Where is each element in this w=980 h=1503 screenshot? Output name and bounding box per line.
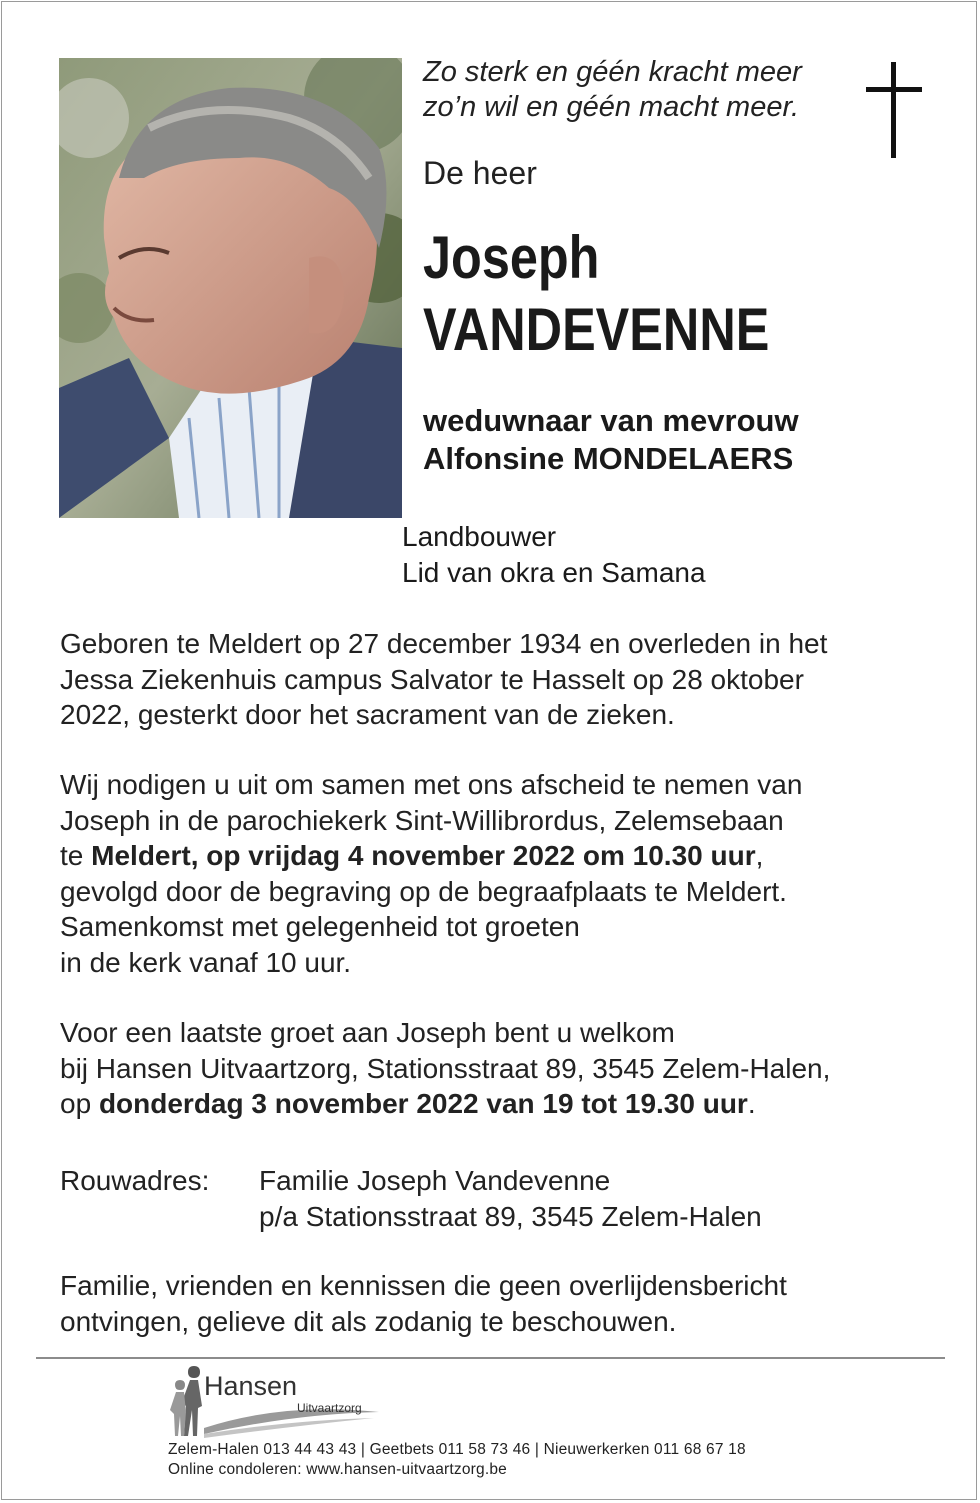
text-fragment: , (755, 840, 764, 871)
birth-death-paragraph (60, 626, 827, 733)
paragraph-line: Geboren te Meldert op 27 december 1934 en overleden in het (60, 628, 828, 659)
deceased-name (423, 222, 769, 366)
portrait-photo (59, 58, 402, 518)
paragraph-line (60, 1086, 830, 1122)
paragraph-line: Familie, vrienden en kennissen die geen overlijdensbericht (60, 1270, 787, 1301)
viewing-paragraph (60, 1015, 830, 1122)
widow-line: weduwnaar van mevrouw (423, 403, 799, 438)
paragraph-line: ontvingen, gelieve dit als zodanig te beschouwen. (60, 1305, 677, 1337)
text-fragment: . (747, 1088, 756, 1119)
paragraph-line: gevolgd door de begraving op de begraafplaats te Meldert. (60, 875, 787, 907)
cross-icon (864, 62, 924, 160)
honorific: De heer (423, 155, 537, 191)
quote-line: zo’n wil en géén macht meer. (423, 91, 800, 123)
ceremony-paragraph (60, 767, 802, 980)
paragraph-line: bij Hansen Uitvaartzorg, Stationsstraat 89, 3545 Zelem-Halen, (60, 1052, 831, 1084)
paragraph-line: 2022, gesterkt door het sacrament van de zieken. (60, 699, 675, 730)
paragraph-line: in de kerk vanaf 10 uur. (60, 946, 352, 978)
occupation: Landbouwer (402, 521, 557, 552)
mourning-address (259, 1163, 762, 1234)
text-fragment: te (60, 840, 92, 871)
paragraph-line: Samenkomst met gelegenheid tot groeten (60, 911, 580, 942)
ceremony-date: Meldert, op vrijdag 4 november 2022 om 10.30 uur (91, 840, 756, 871)
first-name: Joseph (423, 224, 600, 291)
text-fragment: op (60, 1088, 99, 1119)
logo-subtitle: Uitvaartzorg (297, 1401, 362, 1415)
viewing-date: donderdag 3 november 2022 van 19 tot 19.30 uur (98, 1088, 748, 1119)
widow-info (423, 402, 799, 478)
divider (36, 1357, 945, 1359)
paragraph-line (60, 838, 802, 874)
memorial-quote (423, 55, 802, 125)
membership: Lid van okra en Samana (402, 557, 706, 588)
last-name: VANDEVENNE (423, 296, 770, 363)
spouse-name: Alfonsine MONDELAERS (423, 441, 794, 476)
paragraph-line: Jessa Ziekenhuis campus Salvator te Hasselt op 28 oktober (60, 663, 804, 695)
closing-paragraph (60, 1268, 787, 1339)
roles (402, 519, 706, 591)
paragraph-line: Wij nodigen u uit om samen met ons afscheid te nemen van (60, 769, 803, 800)
address-line: p/a Stationsstraat 89, 3545 Zelem-Halen (259, 1200, 762, 1232)
quote-line: Zo sterk en géén kracht meer (423, 56, 802, 88)
logo-name: Hansen (204, 1371, 298, 1401)
footer-phones: Zelem-Halen 013 44 43 43 | Geetbets 011 58 73 46 | Nieuwerkerken 011 68 67 18 (168, 1441, 746, 1458)
address-line: Familie Joseph Vandevenne (259, 1165, 611, 1196)
paragraph-line: Joseph in de parochiekerk Sint-Willibrordus, Zelemsebaan (60, 804, 784, 836)
footer-website: Online condoleren: www.hansen-uitvaartzorg.be (168, 1461, 507, 1478)
paragraph-line: Voor een laatste groet aan Joseph bent u welkom (60, 1017, 675, 1048)
mourning-address-label: Rouwadres: (60, 1165, 210, 1196)
